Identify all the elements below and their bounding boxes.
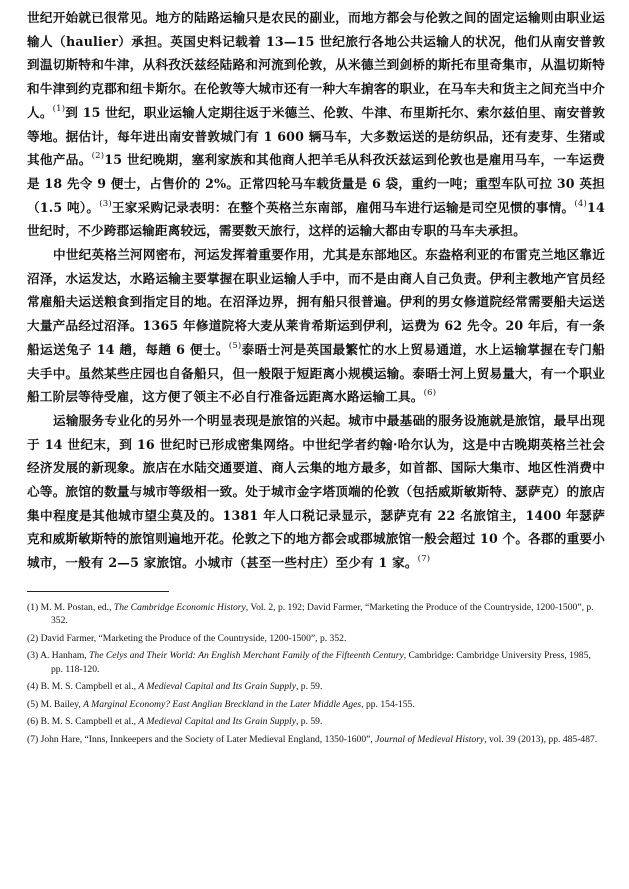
footnote-mark: (7)	[27, 733, 39, 745]
footnote-text: John Hare, “Inns, Innkeepers and the Society of Later Medieval England, 1350-1600”,	[40, 733, 376, 745]
body-paragraph	[27, 243, 605, 409]
footnote	[27, 632, 605, 646]
footnote	[27, 715, 605, 729]
footnote-reference[interactable]: (2)	[91, 151, 105, 162]
body-text	[27, 6, 605, 575]
footnote-text: David Farmer, “Marketing the Produce of the Countryside, 1200-1500”, p. 352.	[40, 632, 347, 644]
footnote-text: M. M. Postan, ed.,	[40, 601, 114, 613]
paragraph-text: 世纪开始就已很常见。地方的陆路运输只是农民的副业，而地方都会与伦敦之间的固定运输则由职业运输人（haulier）承担。英国史料记载着 13—15 世纪旅行各地公共运输人的状况，他们从南安普敦到温切斯特和牛津，从科孜沃兹经陆路和河流到伦敦，从米德兰到剑桥的斯托布里奇集市，从温切斯特和牛津到约克郡和纽卡斯尔。在伦敦等大城市还有一种大车掮客的职业，在马车夫和货主之间充当中介人。	[27, 10, 605, 120]
footnote-mark: (2)	[27, 632, 39, 644]
paragraph-text: 14 世纪时，不少跨郡运输距离较远，需要数天旅行，这样的运输大都由专职的马车夫承担。	[27, 199, 605, 239]
footnote-text: B. M. S. Campbell et al.,	[40, 681, 139, 693]
body-paragraph	[27, 6, 605, 243]
footnote-divider	[27, 591, 169, 592]
footnote-text: A. Hanham,	[40, 650, 90, 662]
footnote-text: M. Bailey,	[40, 698, 84, 710]
footnote-reference[interactable]: (5)	[228, 340, 242, 351]
footnote-title: A Medieval Capital and Its Grain Supply	[138, 716, 296, 728]
footnote-mark: (1)	[27, 601, 39, 613]
footnote-mark: (5)	[27, 698, 39, 710]
document-page	[27, 6, 605, 750]
footnote-mark: (3)	[27, 650, 39, 662]
body-paragraph	[27, 409, 605, 575]
paragraph-text: 泰晤士河是英国最繁忙的水上贸易通道，水上运输掌握在专门船夫手中。虽然某些庄园也自备船只，但一般限于短距离小规模运输。泰晤士河上贸易量大，有一个职业船工阶层等待受雇，这方便了领主不必自行准备远距离水路运输工具。	[27, 341, 605, 405]
footnote-title: A Marginal Economy? East Anglian Breckland in the Later Middle Ages	[83, 698, 362, 710]
footnote-mark: (6)	[27, 716, 39, 728]
footnote-text: , p. 59.	[295, 681, 323, 693]
footnote-reference[interactable]: (1)	[52, 103, 66, 114]
footnote	[27, 698, 605, 712]
footnote-reference[interactable]: (7)	[417, 554, 431, 565]
paragraph-text: 运输服务专业化的另外一个明显表现是旅馆的兴起。城市中最基础的服务设施就是旅馆，最早出现于 14 世纪末，到 16 世纪时已形成密集网络。中世纪学者约翰·哈尔认为，这是中古晚期英格兰社会经济发展的新现象。旅店在水陆交通要道、商人云集的地方最多，如首都、国际大集市、地区性消费中心等。旅馆的数量与城市等级相一致。处于城市金字塔顶端的伦敦（包括威斯敏斯特、瑟萨克）的旅店集中程度是其他城市望尘莫及的。1381 年人口税记录显示，瑟萨克有 22 名旅馆主，1400 年瑟萨克和威斯敏斯特的旅馆则遍地开花。伦敦之下的地方都会或郡城旅馆一般会超过 10 个。各郡的重要小城市，一般有 2—5 家旅馆。小城市（甚至一些村庄）至少有 1 家。	[27, 412, 605, 571]
footnote-text: , Cambridge: Cambridge University Press, 1985, pp. 118-120.	[51, 650, 591, 675]
footnote-mark: (4)	[27, 681, 39, 693]
paragraph-text: 王家采购记录表明：在整个英格兰东南部，雇佣马车进行运输是司空见惯的事情。	[111, 199, 575, 215]
footnote-reference[interactable]: (6)	[423, 388, 437, 399]
footnote-title: A Medieval Capital and Its Grain Supply	[138, 681, 296, 693]
footnote-text: , pp. 154-155.	[361, 698, 415, 710]
footnote-text: , vol. 39 (2013), pp. 485-487.	[484, 733, 598, 745]
footnote-title: The Cambridge Economic History	[113, 601, 246, 613]
footnote-title: The Celys and Their World: An English Merchant Family of the Fifteenth Century	[89, 650, 404, 662]
paragraph-text: 到 15 世纪，职业运输人定期往返于米德兰、伦敦、牛津、布里斯托尔、索尔兹伯里、南安普敦等地。据估计，每年进出南安普敦城门有 1 600 辆马车，大多数运送的是纺织品，还有麦芽、生猪或其他产品。	[27, 104, 605, 168]
paragraph-text: 15 世纪晚期，塞利家族和其他商人把羊毛从科孜沃兹运到伦敦也是雇用马车，一车运费是 18 先令 9 便士，占售价的 2%。正常四轮马车载货量是 6 袋，重约一吨；重型车队可拉 30 英担（1.5 吨）。	[27, 152, 605, 215]
footnote-text: , p. 59.	[295, 716, 323, 728]
footnote-title: Journal of Medieval History	[375, 733, 485, 745]
paragraph-text: 中世纪英格兰河网密布，河运发挥着重要作用，尤其是东部地区。东盎格利亚的布雷克兰地区靠近沼泽，水运发达，水路运输主要掌握在职业运输人手中，而不是由商人自己负责。伊利主教地产官员经常雇船夫运送粮食到指定目的地。在沼泽边界，拥有船只很普遍。伊利的男女修道院经常需要船夫运送大量产品经过沼泽。1365 年修道院将大麦从莱肯希斯运到伊利，运费为 62 先令。20 年后，有一条船运送兔子 14 趟，每趟 6 便士。	[27, 247, 605, 357]
footnote	[27, 601, 605, 628]
footnote	[27, 733, 605, 747]
footnote	[27, 680, 605, 694]
footnote-text: B. M. S. Campbell et al.,	[40, 716, 139, 728]
footnote-reference[interactable]: (4)	[574, 198, 588, 209]
footnote-text: , Vol. 2, p. 192; David Farmer, “Marketing the Produce of the Countryside, 1200-1500”, p. 352.	[51, 601, 594, 627]
footnotes	[27, 601, 605, 747]
footnote	[27, 649, 605, 676]
footnote-reference[interactable]: (3)	[99, 198, 112, 209]
